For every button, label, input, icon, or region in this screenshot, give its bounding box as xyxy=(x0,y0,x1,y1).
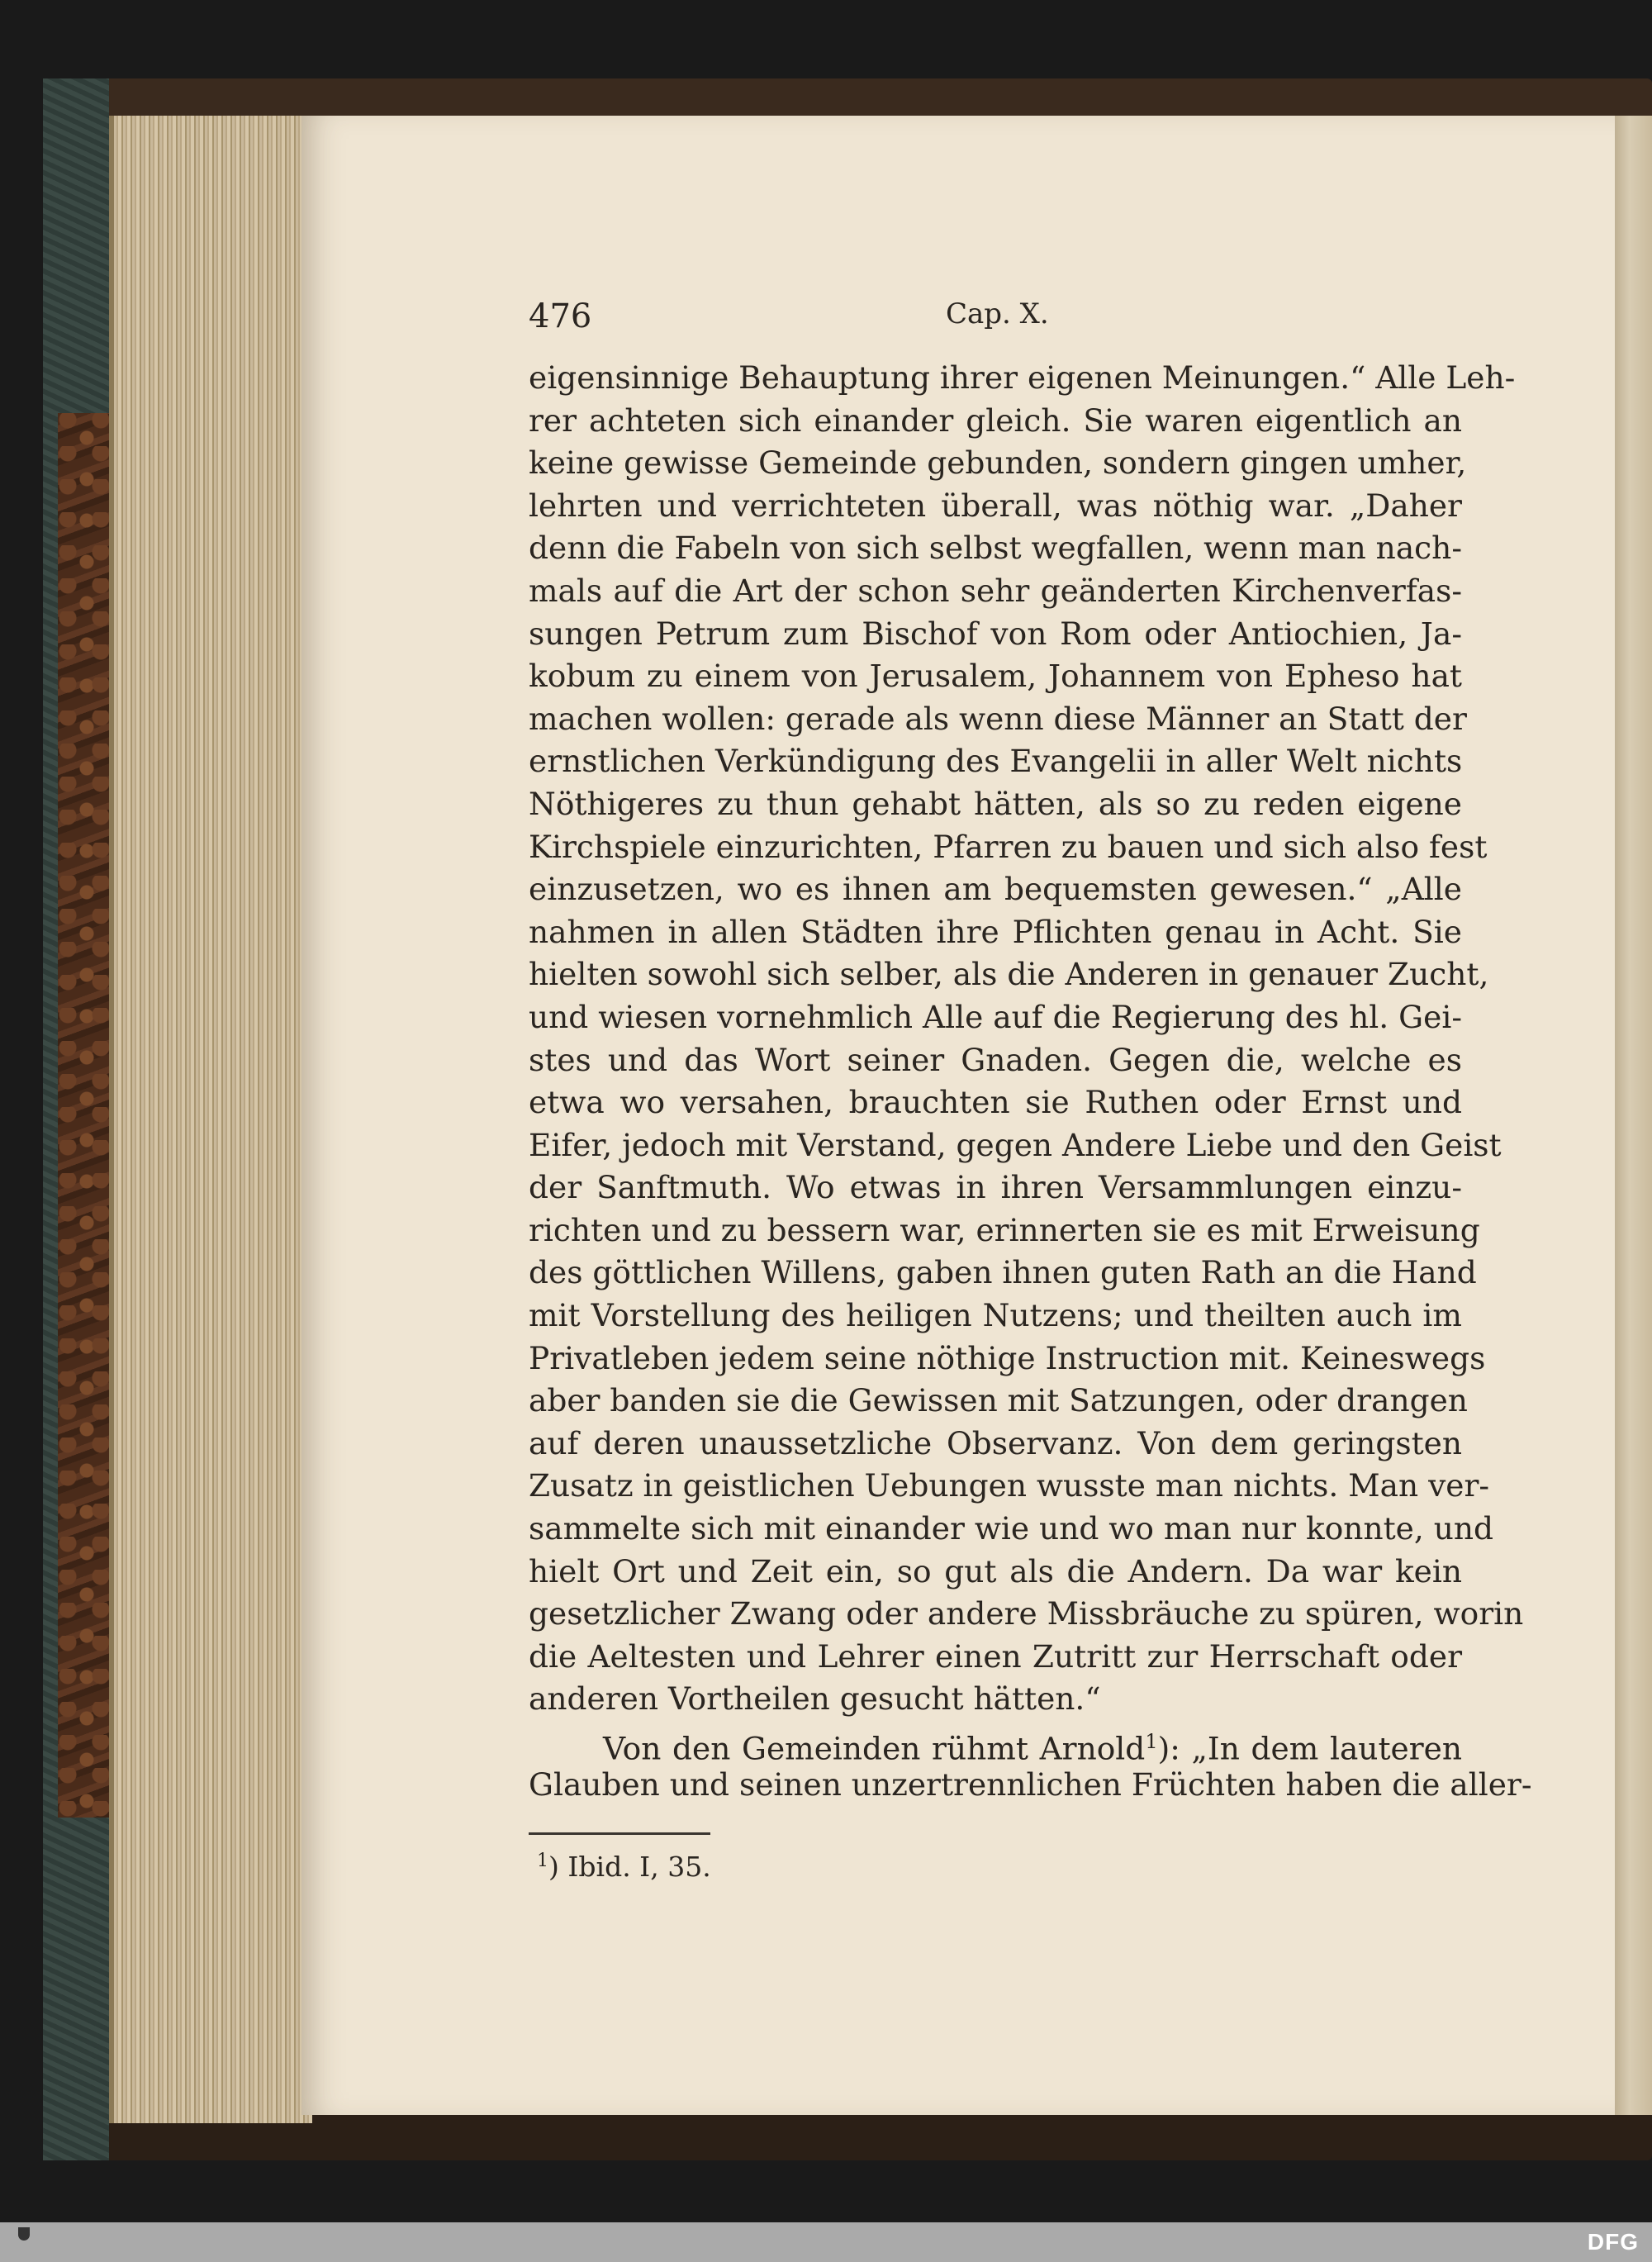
text-span: Von den Gemeinden rühmt Arnold xyxy=(603,1730,1146,1767)
text-line: lehrten und verrichteten überall, was nöthig war. „Daher xyxy=(529,487,1462,524)
text-line: rer achteten sich einander gleich. Sie waren eigentlich an xyxy=(529,402,1462,439)
text-line: richten und zu bessern war, erinnerten sie es mit Erweisung xyxy=(529,1211,1480,1248)
text-line: Glauben und seinen unzertrennlichen Früchten haben die aller- xyxy=(529,1765,1532,1803)
text-line xyxy=(529,1721,1462,1767)
viewer-footer-bar xyxy=(0,2222,1652,2262)
text-line: sungen Petrum zum Bischof von Rom oder Antiochien, Ja- xyxy=(529,615,1462,652)
dfg-logo: DFG xyxy=(1587,2229,1639,2255)
footnote-mark: 1 xyxy=(537,1851,548,1871)
text-line: kobum zu einem von Jerusalem, Johannem von Epheso hat xyxy=(529,658,1462,695)
text-line: auf deren unaussetzliche Observanz. Von dem geringsten xyxy=(529,1424,1462,1461)
text-line: eigensinnige Behauptung ihrer eigenen Meinungen.“ Alle Leh- xyxy=(529,359,1516,396)
library-logo xyxy=(10,2227,38,2259)
text-line: mals auf die Art der schon sehr geänderten Kirchenverfas- xyxy=(529,572,1462,609)
text-span: ): „In dem lauteren xyxy=(1157,1730,1462,1767)
text-line: einzusetzen, wo es ihnen am bequemsten gewesen.“ „Alle xyxy=(529,871,1462,908)
text-line: Eifer, jedoch mit Verstand, gegen Andere Liebe und den Geist xyxy=(529,1126,1502,1163)
text-line: hielten sowohl sich selber, als die Anderen in genauer Zucht, xyxy=(529,956,1489,993)
text-line: und wiesen vornehmlich Alle auf die Regierung des hl. Gei- xyxy=(529,998,1462,1035)
facing-page-edge xyxy=(1615,116,1652,2115)
text-line: sammelte sich mit einander wie und wo man nur konnte, und xyxy=(529,1510,1494,1547)
footnote-text: ) Ibid. I, 35. xyxy=(548,1851,711,1883)
text-line: Zusatz in geistlichen Uebungen wusste man nichts. Man ver- xyxy=(529,1467,1490,1504)
text-line: aber banden sie die Gewissen mit Satzungen, oder drangen xyxy=(529,1382,1468,1419)
footnote xyxy=(537,1851,711,1883)
footnote-rule xyxy=(529,1832,710,1835)
text-line: keine gewisse Gemeinde gebunden, sondern gingen umher, xyxy=(529,444,1467,482)
text-line: Privatleben jedem seine nöthige Instruction mit. Keineswegs xyxy=(529,1339,1486,1376)
text-line: des göttlichen Willens, gaben ihnen guten Rath an die Hand xyxy=(529,1254,1477,1291)
page-number: 476 xyxy=(529,297,592,335)
footnote-reference: 1 xyxy=(1145,1730,1158,1753)
text-line: stes und das Wort seiner Gnaden. Gegen die, welche es xyxy=(529,1041,1462,1078)
library-shield-icon xyxy=(18,2227,30,2241)
text-line: hielt Ort und Zeit ein, so gut als die Andern. Da war kein xyxy=(529,1552,1462,1590)
text-line: gesetzlicher Zwang oder andere Missbräuche zu spüren, worin xyxy=(529,1595,1524,1632)
body-text xyxy=(529,357,1532,1806)
page-header xyxy=(529,297,1462,340)
text-line: anderen Vortheilen gesucht hätten.“ xyxy=(529,1680,1101,1718)
text-line: Kirchspiele einzurichten, Pfarren zu bauen und sich also fest xyxy=(529,828,1488,865)
text-line: der Sanftmuth. Wo etwas in ihren Versammlungen einzu- xyxy=(529,1169,1462,1206)
page-edges xyxy=(109,116,312,2123)
text-line: ernstlichen Verkündigung des Evangelii in aller Welt nichts xyxy=(529,743,1463,780)
text-line: mit Vorstellung des heiligen Nutzens; und theilten auch im xyxy=(529,1297,1462,1334)
text-line: machen wollen: gerade als wenn diese Männer an Statt der xyxy=(529,700,1467,737)
text-line: Nöthigeres zu thun gehabt hätten, als so zu reden eigene xyxy=(529,785,1462,822)
text-line: etwa wo versahen, brauchten sie Ruthen oder Ernst und xyxy=(529,1084,1462,1121)
text-line: die Aeltesten und Lehrer einen Zutritt zur Herrschaft oder xyxy=(529,1637,1462,1675)
text-line: denn die Fabeln von sich selbst wegfallen, wenn man nach- xyxy=(529,530,1462,567)
text-line: nahmen in allen Städten ihre Pflichten genau in Acht. Sie xyxy=(529,913,1462,950)
running-head: Cap. X. xyxy=(946,297,1049,330)
